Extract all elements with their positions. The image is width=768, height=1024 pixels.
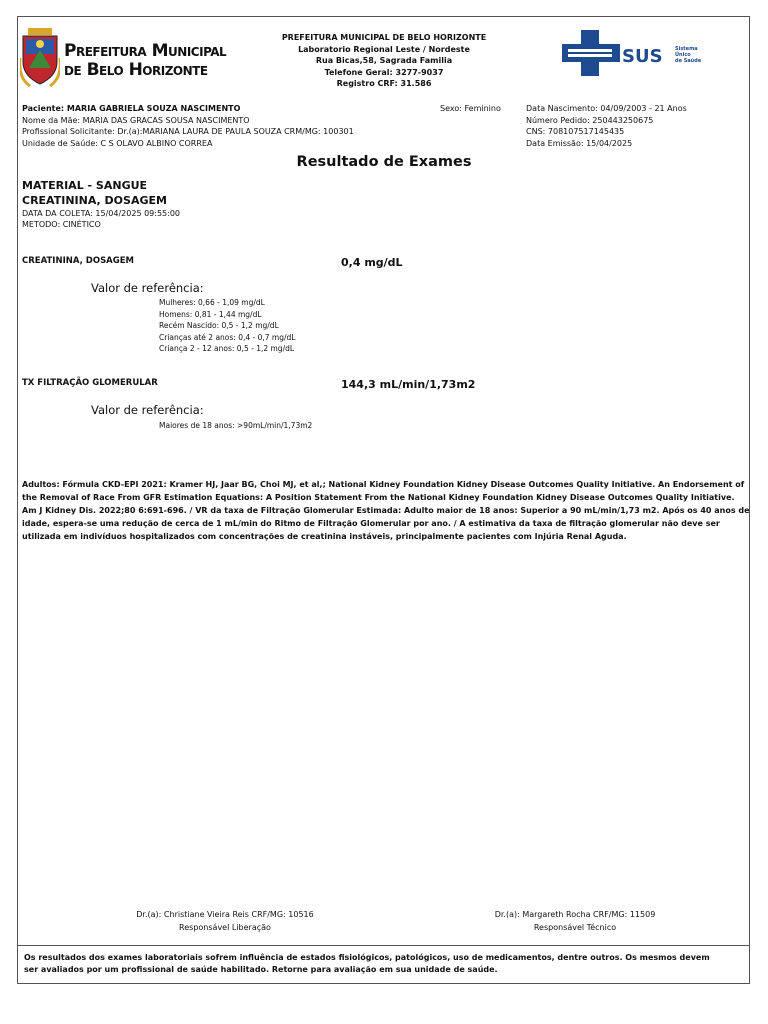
city-crest-icon — [20, 28, 60, 88]
mother-name: Nome da Mãe: MARIA DAS GRACAS SOUSA NASCIMENTO — [22, 115, 250, 125]
org-line: Registro CRF: 31.586 — [336, 79, 432, 88]
exam2-ref-list — [159, 420, 312, 432]
signature-right-role: Responsável Técnico — [533, 923, 617, 932]
org-line: Telefone Geral: 3277-9037 — [324, 67, 444, 77]
exam2-value: 144,3 mL/min/1,73m2 — [341, 378, 476, 391]
birth-date: Data Nascimento: 04/09/2003 - 21 Anos — [526, 104, 687, 113]
sus-logo-text: SUS — [622, 46, 663, 67]
sus-logo — [562, 30, 712, 80]
lab-header — [250, 32, 518, 90]
material-exam: CREATININA, DOSAGEM — [22, 194, 167, 207]
page-title: Resultado de Exames — [296, 154, 472, 170]
signature-left-role: Responsável Liberação — [179, 923, 271, 932]
signature-left-name: Dr.(a): Christiane Vieira Reis CRF/MG: 10516 — [136, 910, 314, 919]
ref-item: Mulheres: 0,66 - 1,09 mg/dL — [159, 298, 265, 307]
ref-item: Maiores de 18 anos: >90mL/min/1,73m2 — [159, 421, 313, 430]
org-line: Laboratorio Regional Leste / Nordeste — [298, 44, 470, 54]
ref-item: Homens: 0,81 - 1,44 mg/dL — [159, 309, 262, 319]
collect-date: DATA DA COLETA: 15/04/2025 09:55:00 — [22, 209, 180, 218]
material-title: MATERIAL - SANGUE — [22, 179, 148, 192]
signature-right — [450, 908, 700, 934]
pbh-logo-line1: Prefeitura Municipal — [64, 41, 227, 61]
org-line: PREFEITURA MUNICIPAL DE BELO HORIZONTE — [281, 33, 487, 42]
patient-name: Paciente: MARIA GABRIELA SOUZA NASCIMENTO — [22, 104, 241, 113]
ref-item: Recém Nascido: 0,5 - 1,2 mg/dL — [159, 321, 279, 330]
method-notes: Adultos: Fórmula CKD-EPI 2021: Kramer HJ, Jaar BG, Choi MJ, et al,; National Kidney Foundation Kidney Disease Outcomes Quality Initiative. An Endorsement of the Removal of Race From GFR Estimation Equations: A Position Statement From the National Kidney Foundation Kidney Disease Outcomes Quality Initiative. Am J Kidney Dis. 2022;80 6:691-696. / VR da taxa de Filtração Glomerular Estimada: Adulto maior de 18 anos: Superior a 90 mL/min/1,73 m2. Após os 40 anos de idade, espera-se uma redução de cerca de 1 mL/min do Ritmo de Filtração Glomerular por ano. / A estimativa da taxa de filtração glomerular não deve ser utilizada em indivíduos hospitalizados com concentrações de creatinina instáveis, principalmente pacientes com Injúria Renal Aguda. — [22, 480, 750, 541]
cns-number: CNS: 708107517145435 — [526, 127, 625, 136]
material-block — [22, 178, 180, 230]
exam1-ref-title: Valor de referência: — [91, 281, 204, 295]
exam1-value: 0,4 mg/dL — [341, 256, 403, 269]
signature-right-name: Dr.(a): Margareth Rocha CRF/MG: 11509 — [494, 910, 656, 919]
exam1-label: CREATININA, DOSAGEM — [22, 256, 135, 266]
order-number: Número Pedido: 250443250675 — [526, 115, 654, 125]
pbh-logo-line2: de Belo Horizonte — [64, 60, 208, 80]
footer-disclaimer: Os resultados dos exames laboratoriais sofrem influência de estados fisiológicos, patológicos, uso de medicamentos, dentre outros. Os mesmos devem ser avaliados por um profissional de saúde habilitado. Retorne para avaliação em sua unidade de saúde. — [24, 953, 710, 974]
pbh-logo — [20, 28, 230, 90]
exam2-ref-title: Valor de referência: — [91, 403, 204, 417]
exam2-label: TX FILTRAÇÃO GLOMERULAR — [22, 378, 158, 388]
requesting-doctor: Profissional Solicitante: Dr.(a):MARIANA LAURA DE PAULA SOUZA CRM/MG: 100301 — [22, 127, 354, 136]
patient-sex: Sexo: Feminino — [440, 104, 501, 113]
footer-divider — [17, 945, 750, 946]
order-info — [526, 103, 687, 149]
signature-left — [100, 908, 350, 934]
issue-date: Data Emissão: 15/04/2025 — [526, 138, 633, 148]
ref-item: Criança 2 - 12 anos: 0,5 - 1,2 mg/dL — [159, 344, 295, 353]
exam1-ref-list — [159, 297, 295, 355]
method: METODO: CINÉTICO — [22, 220, 101, 229]
pbh-logo-text — [64, 42, 226, 80]
sus-logo-subtitle: Sistema Único de Saúde — [675, 46, 702, 64]
org-line: Rua Bicas,58, Sagrada Familia — [315, 56, 453, 65]
patient-info — [22, 103, 354, 149]
ref-item: Crianças até 2 anos: 0,4 - 0,7 mg/dL — [159, 332, 296, 342]
health-unit: Unidade de Saúde: C S OLAVO ALBINO CORREA — [22, 138, 213, 148]
sus-cross-icon — [562, 30, 620, 76]
